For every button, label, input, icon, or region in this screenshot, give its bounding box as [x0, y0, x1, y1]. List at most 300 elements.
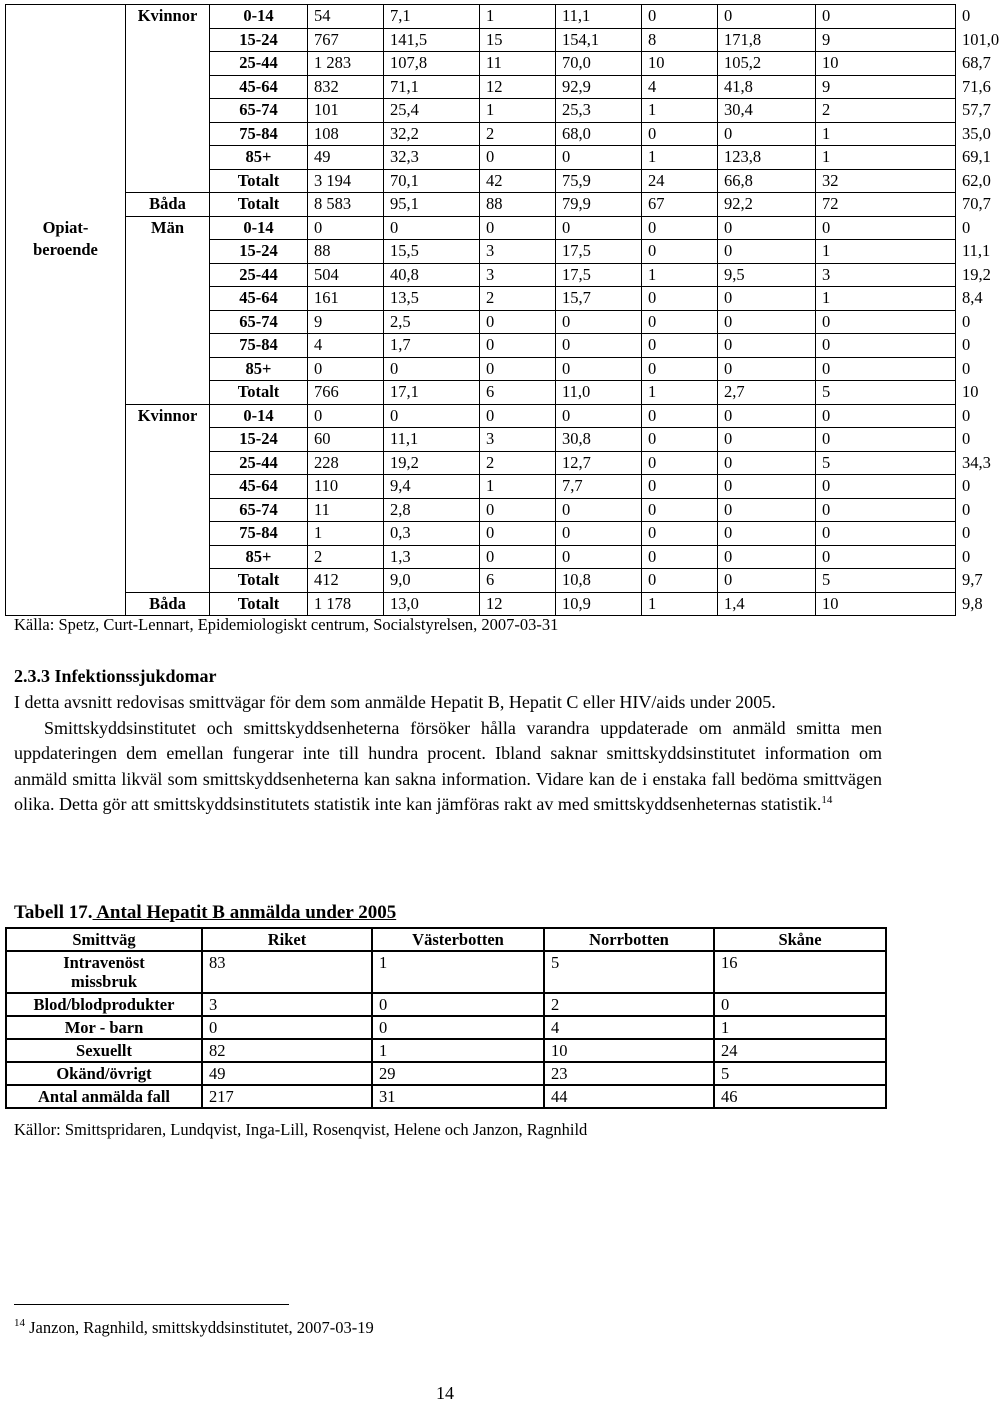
- table-title: [14, 902, 396, 924]
- value-cell: 83: [202, 951, 372, 993]
- value-cell: 0: [642, 310, 718, 334]
- value-cell: 0: [718, 240, 816, 264]
- value-cell: 32,2: [384, 122, 480, 146]
- value-cell: 92,9: [556, 75, 642, 99]
- table-row: [6, 1085, 886, 1108]
- value-cell: 10,8: [556, 569, 642, 593]
- group-cell: Båda: [126, 592, 210, 616]
- value-cell: 24: [642, 169, 718, 193]
- value-cell: 0: [816, 545, 956, 569]
- value-cell: 31: [372, 1085, 544, 1108]
- table-row: 85+ 0 0 0 0 0 0 0 0: [6, 357, 956, 381]
- table-row: [6, 1039, 886, 1062]
- value-cell: 171,8: [718, 28, 816, 52]
- age-cell: 85+: [210, 357, 308, 381]
- value-cell: 0: [642, 475, 718, 499]
- value-cell: 141,5: [384, 28, 480, 52]
- table-row: 65-74 9 2,5 0 0 0 0 0 0: [6, 310, 956, 334]
- value-cell: 0: [642, 240, 718, 264]
- age-cell: 0-14: [210, 5, 308, 29]
- value-cell: 30,8: [556, 428, 642, 452]
- group-cell: [126, 569, 210, 593]
- value-cell: 92,2: [718, 193, 816, 217]
- value-cell: 12,7: [556, 451, 642, 475]
- value-cell: 0: [372, 993, 544, 1016]
- value-cell: 0: [556, 404, 642, 428]
- value-cell: 17,5: [556, 240, 642, 264]
- value-cell: 0: [384, 404, 480, 428]
- value-cell: 110: [308, 475, 384, 499]
- table-row: Totalt 412 9,0 6 10,8 0 0 5 9,7: [6, 569, 956, 593]
- value-cell: 71,1: [384, 75, 480, 99]
- table-row: Totalt 3 194 70,1 42 75,9 24 66,8 32 62,0: [6, 169, 956, 193]
- paragraph-2-text: Smittskyddsinstitutet och smittskyddsenheterna försöker hålla varandra uppdaterade om anmäld smitta men uppdateringen dem emellan fungerar inte till hundra procent. Ibland saknar smittskyddsinstitutet information om anmäld smitta likväl som smittskyddsenheterna kan sakna information. Vidare kan de i enstaka fall bedöma smittvägen olika. Detta gör att smittskyddsinstitutets statistik inte kan jämföras rakt av med smittskyddsenheternas statistik.: [14, 717, 882, 815]
- value-cell: 1: [642, 99, 718, 123]
- value-cell: 101: [308, 99, 384, 123]
- value-cell: 767: [308, 28, 384, 52]
- table-row: 15-24 88 15,5 3 17,5 0 0 1 11,1: [6, 240, 956, 264]
- value-cell: 4: [544, 1016, 714, 1039]
- column-header: Skåne: [714, 928, 886, 951]
- value-cell: 49: [308, 146, 384, 170]
- value-cell: 3: [816, 263, 956, 287]
- value-cell: 6: [480, 569, 556, 593]
- value-cell: 0: [642, 357, 718, 381]
- value-cell: 0: [642, 498, 718, 522]
- value-cell: 504: [308, 263, 384, 287]
- group-cell: [126, 475, 210, 499]
- value-cell: 11,0: [556, 381, 642, 405]
- age-cell: Totalt: [210, 193, 308, 217]
- group-cell: [126, 428, 210, 452]
- value-cell: 23: [544, 1062, 714, 1085]
- value-cell: 9,4: [384, 475, 480, 499]
- row-label: Antal anmälda fall: [6, 1085, 202, 1108]
- category-label: Opiat- beroende: [6, 5, 126, 616]
- value-cell: 0: [718, 428, 816, 452]
- value-cell: 12: [480, 75, 556, 99]
- value-cell: 10: [642, 52, 718, 76]
- value-cell: 13,5: [384, 287, 480, 311]
- group-cell: [126, 381, 210, 405]
- column-header: Västerbotten: [372, 928, 544, 951]
- value-cell: 1: [308, 522, 384, 546]
- value-cell: 10: [816, 592, 956, 616]
- paragraph-2: [14, 716, 882, 818]
- footnote-number: 14: [14, 1317, 25, 1329]
- value-cell: 2,7: [718, 381, 816, 405]
- value-cell: 2: [308, 545, 384, 569]
- value-cell: 0: [308, 216, 384, 240]
- value-cell: 8 583: [308, 193, 384, 217]
- footnote-divider: [14, 1304, 289, 1305]
- value-cell: 3 194: [308, 169, 384, 193]
- value-cell: 1: [816, 122, 956, 146]
- group-cell: [126, 75, 210, 99]
- value-cell: 11,1: [556, 5, 642, 29]
- value-cell: 0: [718, 545, 816, 569]
- value-cell: 2,8: [384, 498, 480, 522]
- value-cell: 3: [202, 993, 372, 1016]
- value-cell: 46: [714, 1085, 886, 1108]
- footnote-ref: 14: [821, 794, 833, 807]
- value-cell: 1: [480, 5, 556, 29]
- value-cell: 70,0: [556, 52, 642, 76]
- table-row: [6, 993, 886, 1016]
- age-cell: 25-44: [210, 263, 308, 287]
- value-cell: 15,5: [384, 240, 480, 264]
- value-cell: 70,1: [384, 169, 480, 193]
- value-cell: 30,4: [718, 99, 816, 123]
- value-cell: 0,3: [384, 522, 480, 546]
- value-cell: 1: [816, 287, 956, 311]
- value-cell: 3: [480, 240, 556, 264]
- value-cell: 0: [556, 310, 642, 334]
- row-label: Blod/blodprodukter: [6, 993, 202, 1016]
- value-cell: 2,5: [384, 310, 480, 334]
- group-cell: [126, 99, 210, 123]
- value-cell: 0: [816, 404, 956, 428]
- value-cell: 0: [816, 5, 956, 29]
- value-cell: 0: [816, 216, 956, 240]
- table-row: [6, 1062, 886, 1085]
- value-cell: 1: [816, 146, 956, 170]
- value-cell: 0: [556, 545, 642, 569]
- value-cell: 0: [816, 428, 956, 452]
- table-row: 15-24 60 11,1 3 30,8 0 0 0 0: [6, 428, 956, 452]
- value-cell: 88: [308, 240, 384, 264]
- table-source-2: Källor: Smittspridaren, Lundqvist, Inga-Lill, Rosenqvist, Helene och Janzon, Ragnhild: [14, 1120, 588, 1139]
- value-cell: 1: [714, 1016, 886, 1039]
- value-cell: 15,7: [556, 287, 642, 311]
- value-cell: 0: [816, 475, 956, 499]
- value-cell: 9,0: [384, 569, 480, 593]
- value-cell: 68,0: [556, 122, 642, 146]
- row-label: Okänd/övrigt: [6, 1062, 202, 1085]
- value-cell: 0: [718, 522, 816, 546]
- value-cell: 0: [816, 498, 956, 522]
- value-cell: 1 283: [308, 52, 384, 76]
- value-cell: 0: [714, 993, 886, 1016]
- value-cell: 0: [556, 357, 642, 381]
- value-cell: 0: [480, 404, 556, 428]
- value-cell: 0: [556, 498, 642, 522]
- value-cell: 7,7: [556, 475, 642, 499]
- group-cell: [126, 263, 210, 287]
- group-cell: [126, 28, 210, 52]
- section-heading: 2.3.3 Infektionssjukdomar: [14, 666, 217, 686]
- value-cell: 3: [480, 428, 556, 452]
- table-row: 65-74 101 25,4 1 25,3 1 30,4 2 57,7: [6, 99, 956, 123]
- value-cell: 10: [544, 1039, 714, 1062]
- value-cell: 9,5: [718, 263, 816, 287]
- group-cell: Kvinnor: [126, 5, 210, 29]
- age-cell: 65-74: [210, 99, 308, 123]
- group-cell: [126, 545, 210, 569]
- value-cell: 6: [480, 381, 556, 405]
- group-cell: [126, 287, 210, 311]
- value-cell: 95,1: [384, 193, 480, 217]
- value-cell: 0: [556, 216, 642, 240]
- column-header: Smittväg: [6, 928, 202, 951]
- value-cell: 4: [308, 334, 384, 358]
- value-cell: 0: [308, 404, 384, 428]
- age-cell: Totalt: [210, 381, 308, 405]
- value-cell: 0: [718, 310, 816, 334]
- value-cell: 0: [202, 1016, 372, 1039]
- value-cell: 0: [480, 334, 556, 358]
- row-label: Intravenöst missbruk: [6, 951, 202, 993]
- value-cell: 0: [718, 334, 816, 358]
- group-cell: [126, 334, 210, 358]
- value-cell: 32,3: [384, 146, 480, 170]
- value-cell: 42: [480, 169, 556, 193]
- value-cell: 5: [544, 951, 714, 993]
- value-cell: 9: [308, 310, 384, 334]
- value-cell: 832: [308, 75, 384, 99]
- group-cell: [126, 169, 210, 193]
- table-row: Opiat- beroende Kvinnor 0-14 54 7,1 1 11,1 0 0 0 0: [6, 5, 956, 29]
- value-cell: 108: [308, 122, 384, 146]
- column-header: Norrbotten: [544, 928, 714, 951]
- age-cell: 15-24: [210, 428, 308, 452]
- value-cell: 1: [372, 1039, 544, 1062]
- value-cell: 15: [480, 28, 556, 52]
- value-cell: 12: [480, 592, 556, 616]
- value-cell: 766: [308, 381, 384, 405]
- age-cell: 75-84: [210, 522, 308, 546]
- value-cell: 0: [642, 334, 718, 358]
- age-cell: 75-84: [210, 122, 308, 146]
- value-cell: 0: [480, 545, 556, 569]
- group-cell: Båda: [126, 193, 210, 217]
- age-cell: 65-74: [210, 498, 308, 522]
- section-body: [14, 690, 882, 818]
- statistics-table: [5, 4, 999, 616]
- table-row: Kvinnor 0-14 0 0 0 0 0 0 0 0: [6, 404, 956, 428]
- table-row: 25-44 504 40,8 3 17,5 1 9,5 3 19,2: [6, 263, 956, 287]
- value-cell: 2: [480, 287, 556, 311]
- value-cell: 9: [816, 75, 956, 99]
- value-cell: 11: [480, 52, 556, 76]
- value-cell: 1: [642, 263, 718, 287]
- value-cell: 0: [642, 287, 718, 311]
- table-row: 75-84 108 32,2 2 68,0 0 0 1 35,0: [6, 122, 956, 146]
- value-cell: 72: [816, 193, 956, 217]
- value-cell: 228: [308, 451, 384, 475]
- value-cell: 0: [718, 122, 816, 146]
- group-cell: [126, 451, 210, 475]
- table-row: 75-84 1 0,3 0 0 0 0 0 0: [6, 522, 956, 546]
- value-cell: 0: [556, 522, 642, 546]
- value-cell: 1 178: [308, 592, 384, 616]
- age-cell: 0-14: [210, 216, 308, 240]
- value-cell: 0: [480, 522, 556, 546]
- value-cell: 154,1: [556, 28, 642, 52]
- value-cell: 0: [480, 146, 556, 170]
- value-cell: 17,5: [556, 263, 642, 287]
- table-row: 25-44 228 19,2 2 12,7 0 0 5 34,3: [6, 451, 956, 475]
- age-cell: 25-44: [210, 451, 308, 475]
- age-cell: 15-24: [210, 28, 308, 52]
- group-cell: [126, 122, 210, 146]
- value-cell: 29: [372, 1062, 544, 1085]
- column-header: Riket: [202, 928, 372, 951]
- age-cell: 75-84: [210, 334, 308, 358]
- age-cell: 15-24: [210, 240, 308, 264]
- age-cell: Totalt: [210, 592, 308, 616]
- age-cell: 85+: [210, 545, 308, 569]
- value-cell: 2: [544, 993, 714, 1016]
- value-cell: 5: [816, 381, 956, 405]
- group-cell: [126, 240, 210, 264]
- value-cell: 2: [816, 99, 956, 123]
- value-cell: 0: [384, 216, 480, 240]
- table-row: 25-44 1 283 107,8 11 70,0 10 105,2 10 68,7: [6, 52, 956, 76]
- value-cell: 1: [480, 475, 556, 499]
- table-row: Båda Totalt 1 178 13,0 12 10,9 1 1,4 10 9,8: [6, 592, 956, 616]
- value-cell: 0: [642, 404, 718, 428]
- value-cell: 0: [384, 357, 480, 381]
- age-cell: Totalt: [210, 569, 308, 593]
- value-cell: 0: [718, 404, 816, 428]
- value-cell: 1,7: [384, 334, 480, 358]
- value-cell: 0: [816, 310, 956, 334]
- value-cell: 32: [816, 169, 956, 193]
- group-cell: [126, 310, 210, 334]
- value-cell: 16: [714, 951, 886, 993]
- page-number: 14: [436, 1383, 454, 1403]
- value-cell: 3: [480, 263, 556, 287]
- table-row: [6, 1016, 886, 1039]
- group-cell: [126, 146, 210, 170]
- value-cell: 66,8: [718, 169, 816, 193]
- value-cell: 217: [202, 1085, 372, 1108]
- value-cell: 4: [642, 75, 718, 99]
- value-cell: 0: [816, 334, 956, 358]
- value-cell: 0: [480, 216, 556, 240]
- table-title-prefix: Tabell 17.: [14, 902, 93, 923]
- group-cell: [126, 522, 210, 546]
- value-cell: 5: [816, 569, 956, 593]
- value-cell: 0: [642, 522, 718, 546]
- value-cell: 13,0: [384, 592, 480, 616]
- table-row: 65-74 11 2,8 0 0 0 0 0 0: [6, 498, 956, 522]
- value-cell: 0: [642, 5, 718, 29]
- group-cell: Kvinnor: [126, 404, 210, 428]
- value-cell: 123,8: [718, 146, 816, 170]
- value-cell: 5: [714, 1062, 886, 1085]
- value-cell: 0: [556, 334, 642, 358]
- table-row: Båda Totalt 8 583 95,1 88 79,9 67 92,2 72 70,7: [6, 193, 956, 217]
- value-cell: 0: [718, 475, 816, 499]
- value-cell: 79,9: [556, 193, 642, 217]
- value-cell: 0: [718, 5, 816, 29]
- footnote-text: Janzon, Ragnhild, smittskyddsinstitutet, 2007-03-19: [25, 1318, 374, 1337]
- table-row: [6, 951, 886, 993]
- value-cell: 1: [372, 951, 544, 993]
- value-cell: 11,1: [384, 428, 480, 452]
- value-cell: 1: [642, 381, 718, 405]
- age-cell: 0-14: [210, 404, 308, 428]
- value-cell: 0: [480, 357, 556, 381]
- value-cell: 107,8: [384, 52, 480, 76]
- value-cell: 0: [718, 357, 816, 381]
- value-cell: 0: [372, 1016, 544, 1039]
- value-cell: 0: [642, 451, 718, 475]
- value-cell: 8: [642, 28, 718, 52]
- table-row: 85+ 49 32,3 0 0 1 123,8 1 69,1: [6, 146, 956, 170]
- group-cell: [126, 52, 210, 76]
- table-row: 75-84 4 1,7 0 0 0 0 0 0: [6, 334, 956, 358]
- value-cell: 0: [816, 522, 956, 546]
- value-cell: 54: [308, 5, 384, 29]
- value-cell: 0: [642, 428, 718, 452]
- group-cell: [126, 357, 210, 381]
- value-cell: 7,1: [384, 5, 480, 29]
- table-row: Män 0-14 0 0 0 0 0 0 0 0: [6, 216, 956, 240]
- value-cell: 10,9: [556, 592, 642, 616]
- value-cell: 0: [480, 498, 556, 522]
- value-cell: 161: [308, 287, 384, 311]
- value-cell: 0: [642, 545, 718, 569]
- value-cell: 88: [480, 193, 556, 217]
- value-cell: 19,2: [384, 451, 480, 475]
- row-label: Sexuellt: [6, 1039, 202, 1062]
- table-row: 45-64 832 71,1 12 92,9 4 41,8 9 71,6: [6, 75, 956, 99]
- table-row: Totalt 766 17,1 6 11,0 1 2,7 5 10: [6, 381, 956, 405]
- group-cell: Män: [126, 216, 210, 240]
- value-cell: 5: [816, 451, 956, 475]
- value-cell: 0: [642, 569, 718, 593]
- table-source: Källa: Spetz, Curt-Lennart, Epidemiologiskt centrum, Socialstyrelsen, 2007-03-31: [14, 615, 559, 634]
- value-cell: 40,8: [384, 263, 480, 287]
- age-cell: 45-64: [210, 475, 308, 499]
- age-cell: 45-64: [210, 75, 308, 99]
- group-cell: [126, 498, 210, 522]
- value-cell: 0: [718, 569, 816, 593]
- value-cell: 0: [718, 287, 816, 311]
- value-cell: 25,3: [556, 99, 642, 123]
- age-cell: 25-44: [210, 52, 308, 76]
- row-label: Mor - barn: [6, 1016, 202, 1039]
- value-cell: 49: [202, 1062, 372, 1085]
- value-cell: 1: [816, 240, 956, 264]
- value-cell: 75,9: [556, 169, 642, 193]
- value-cell: 0: [308, 357, 384, 381]
- value-cell: 2: [480, 122, 556, 146]
- value-cell: 1: [642, 592, 718, 616]
- value-cell: 17,1: [384, 381, 480, 405]
- table-row: 85+ 2 1,3 0 0 0 0 0 0: [6, 545, 956, 569]
- value-cell: 2: [480, 451, 556, 475]
- value-cell: 0: [718, 498, 816, 522]
- value-cell: 67: [642, 193, 718, 217]
- value-cell: 9: [816, 28, 956, 52]
- value-cell: 1,3: [384, 545, 480, 569]
- value-cell: 10: [816, 52, 956, 76]
- value-cell: 0: [816, 357, 956, 381]
- value-cell: 1,4: [718, 592, 816, 616]
- value-cell: 82: [202, 1039, 372, 1062]
- age-cell: 65-74: [210, 310, 308, 334]
- value-cell: 0: [642, 122, 718, 146]
- footnote: [14, 1318, 374, 1338]
- value-cell: 412: [308, 569, 384, 593]
- value-cell: 1: [480, 99, 556, 123]
- hepatit-b-table: [5, 927, 887, 1109]
- value-cell: 24: [714, 1039, 886, 1062]
